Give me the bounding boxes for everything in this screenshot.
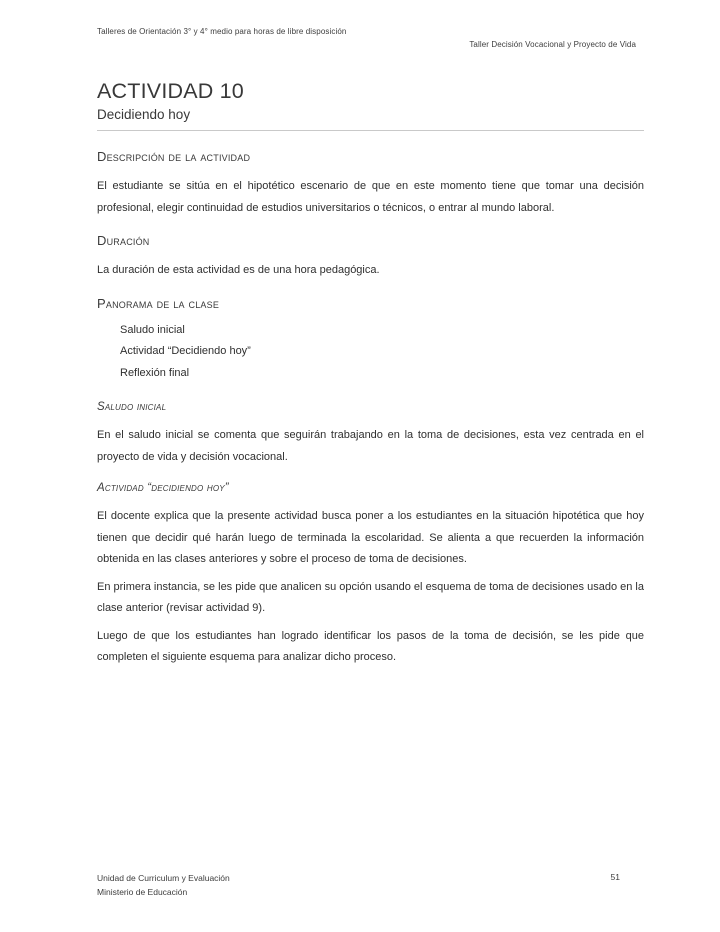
page-title: ACTIVIDAD 10 xyxy=(97,79,244,103)
title-divider xyxy=(97,130,644,131)
list-item: Reflexión final xyxy=(120,366,190,379)
list-item: Saludo inicial xyxy=(120,323,185,336)
footer-org-line2: Ministerio de Educación xyxy=(97,886,188,897)
paragraph-actividad-3: Luego de que los estudiantes han logrado identificar los pasos de la toma de decisión, se les pide que completen el siguiente esquema para analizar dicho proceso. xyxy=(97,629,644,663)
paragraph-actividad-2: En primera instancia, se les pide que analicen su opción usando el esquema de toma de decisiones usado en la clase anterior (revisar actividad 9). xyxy=(97,580,644,614)
list-item: Actividad “Decidiendo hoy” xyxy=(120,345,251,357)
panorama-list xyxy=(97,320,644,385)
running-footer-org xyxy=(97,872,230,899)
document-content xyxy=(97,0,644,669)
paragraph-saludo-inicial: En el saludo inicial se comenta que seguirán trabajando en la toma de decisiones, esta vez centrada en el proyecto de vida y decisión vocacional. xyxy=(97,429,644,463)
paragraph-actividad-1: El docente explica que la presente actividad busca poner a los estudiantes en la situación hipotética que hoy tienen que decidir qué harán luego de terminada la escolaridad. Se alienta a que recuerden la información obtenida en las clases anteriores y sobre el proceso de toma de decisiones. xyxy=(97,510,644,565)
running-header-left: Talleres de Orientación 3° y 4° medio para horas de libre disposición xyxy=(97,27,347,36)
running-header-right: Taller Decisión Vocacional y Proyecto de Vida xyxy=(469,40,636,49)
section-heading-duracion: Duración xyxy=(97,233,150,248)
paragraph-descripcion: El estudiante se sitúa en el hipotético escenario de que en este momento tiene que tomar una decisión profesional, elegir continuidad de estudios universitarios o técnicos, o entrar al mundo laboral. xyxy=(97,180,644,214)
page-number: 51 xyxy=(610,872,620,882)
page-subtitle: Decidiendo hoy xyxy=(97,107,191,122)
footer-org-line1: Unidad de Curriculum y Evaluación xyxy=(97,873,230,883)
subsection-heading-actividad: Actividad “decidiendo hoy” xyxy=(97,482,229,494)
paragraph-duracion: La duración de esta actividad es de una hora pedagógica. xyxy=(97,264,380,276)
section-heading-panorama: Panorama de la clase xyxy=(97,295,220,311)
section-heading-descripcion: Descripción de la actividad xyxy=(97,149,251,164)
subsection-heading-saludo-inicial: Saludo inicial xyxy=(97,401,167,413)
